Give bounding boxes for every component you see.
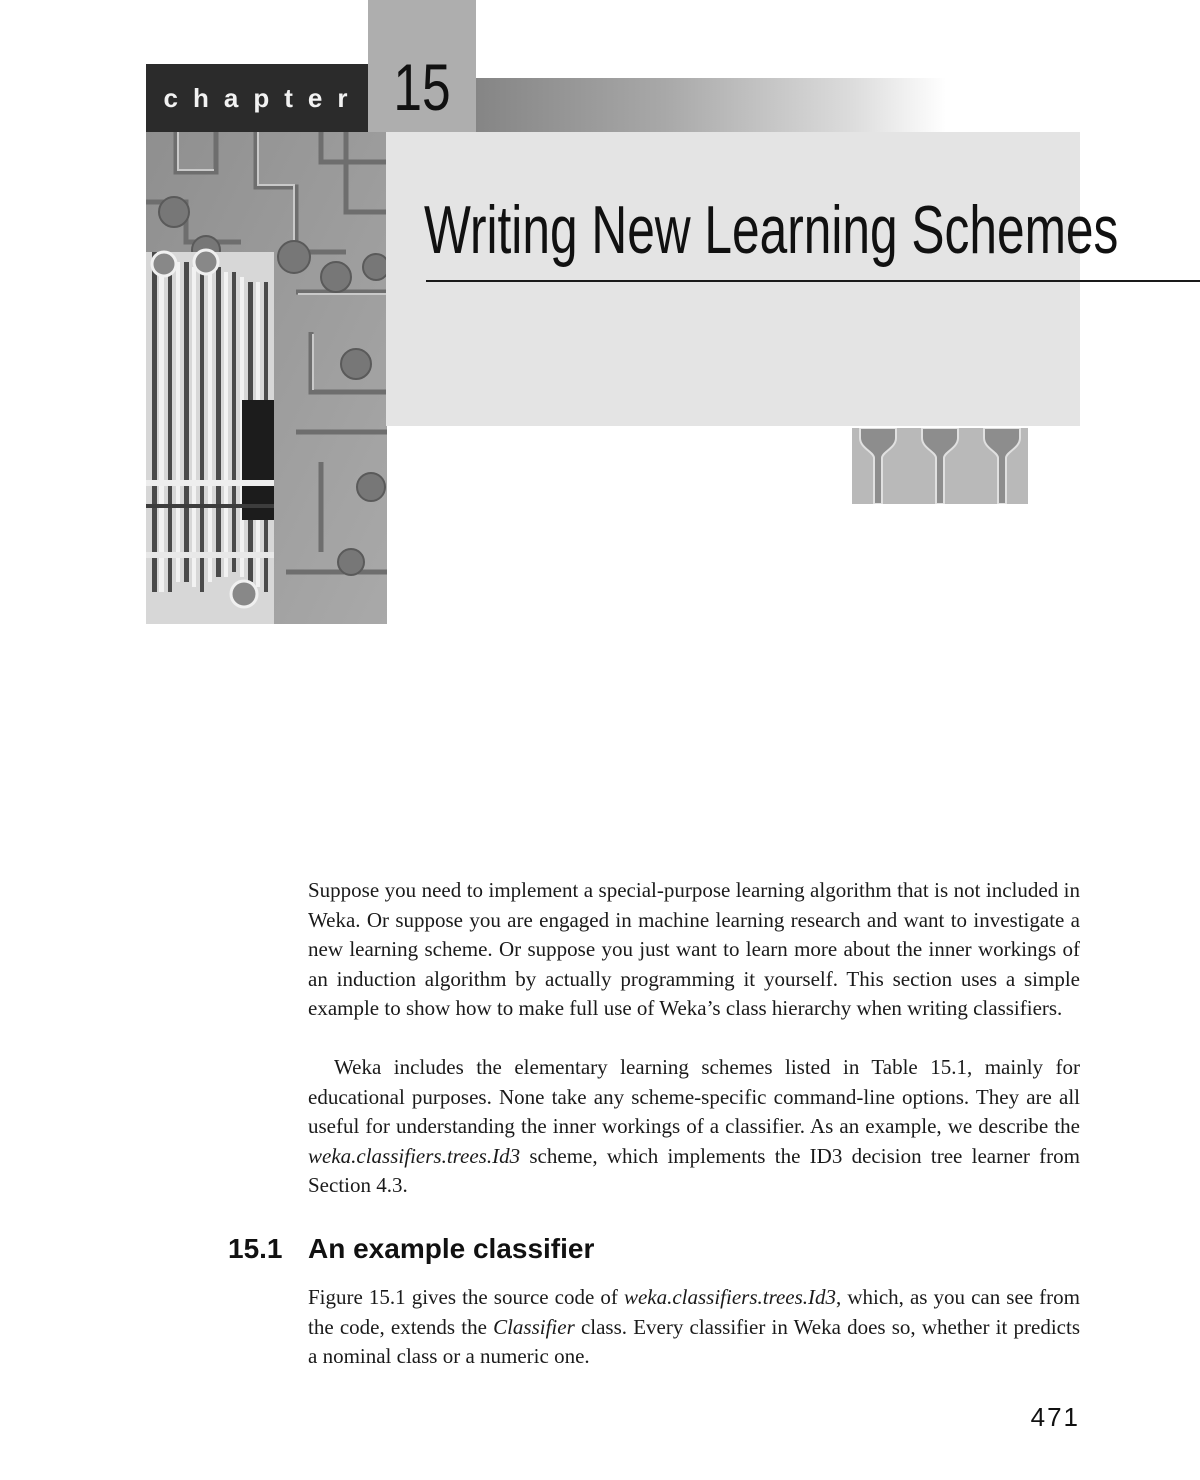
chapter-title: Writing New Learning Schemes xyxy=(424,192,1119,268)
second-paragraph-text-b: scheme, which implements the ID3 decision tree learner from Section 4.3. xyxy=(308,1143,1080,1197)
section-paragraph-text-a: Figure 15.1 gives the source code of xyxy=(308,1285,624,1309)
second-paragraph-class-name: weka.classifiers.trees.Id3 xyxy=(308,1143,521,1168)
title-panel xyxy=(386,132,1080,426)
section-number: 15.1 xyxy=(228,1233,283,1264)
intro-paragraph-text: Suppose you need to implement a special-purpose learning algorithm that is not included in Weka. Or suppose you are engaged in machine learning research and want to investigate a new learning scheme. Or suppose you just want to learn more about the inner workings of an induction algorithm by actually programming it yourself. This section uses a simple example to show how to make full use of Weka’s class hierarchy when writing classifiers. xyxy=(308,878,1080,1020)
section-paragraph-text-b: , which, as you can see from the code, extends the xyxy=(308,1285,1080,1339)
section-paragraph-class-name: weka.classifiers.trees.Id3 xyxy=(623,1285,837,1309)
page-number: 471 xyxy=(1030,1402,1080,1432)
circuit-pins-image xyxy=(852,428,1028,504)
chapter-gradient-bar xyxy=(476,78,946,132)
title-rule xyxy=(426,280,1200,282)
section-paragraph-superclass-name: Classifier xyxy=(493,1314,575,1339)
section-paragraph xyxy=(308,1283,1080,1372)
second-paragraph xyxy=(308,1053,1080,1201)
second-paragraph-text-a: Weka includes the elementary learning schemes listed in Table 15.1, mainly for educational purposes. None take any scheme-specific command-line options. They are all useful for understanding the inner workings of a classifier. As an example, we describe the xyxy=(308,1055,1080,1138)
chapter-number: 15 xyxy=(393,50,451,124)
section-paragraph-text-c: class. Every classifier in Weka does so, whether it predicts a nominal class or a numeric one. xyxy=(308,1314,1080,1368)
circuit-board-image xyxy=(146,132,387,624)
intro-paragraph xyxy=(308,876,1080,1024)
chapter-label: chapter xyxy=(163,83,363,113)
section-heading: An example classifier xyxy=(308,1233,595,1264)
